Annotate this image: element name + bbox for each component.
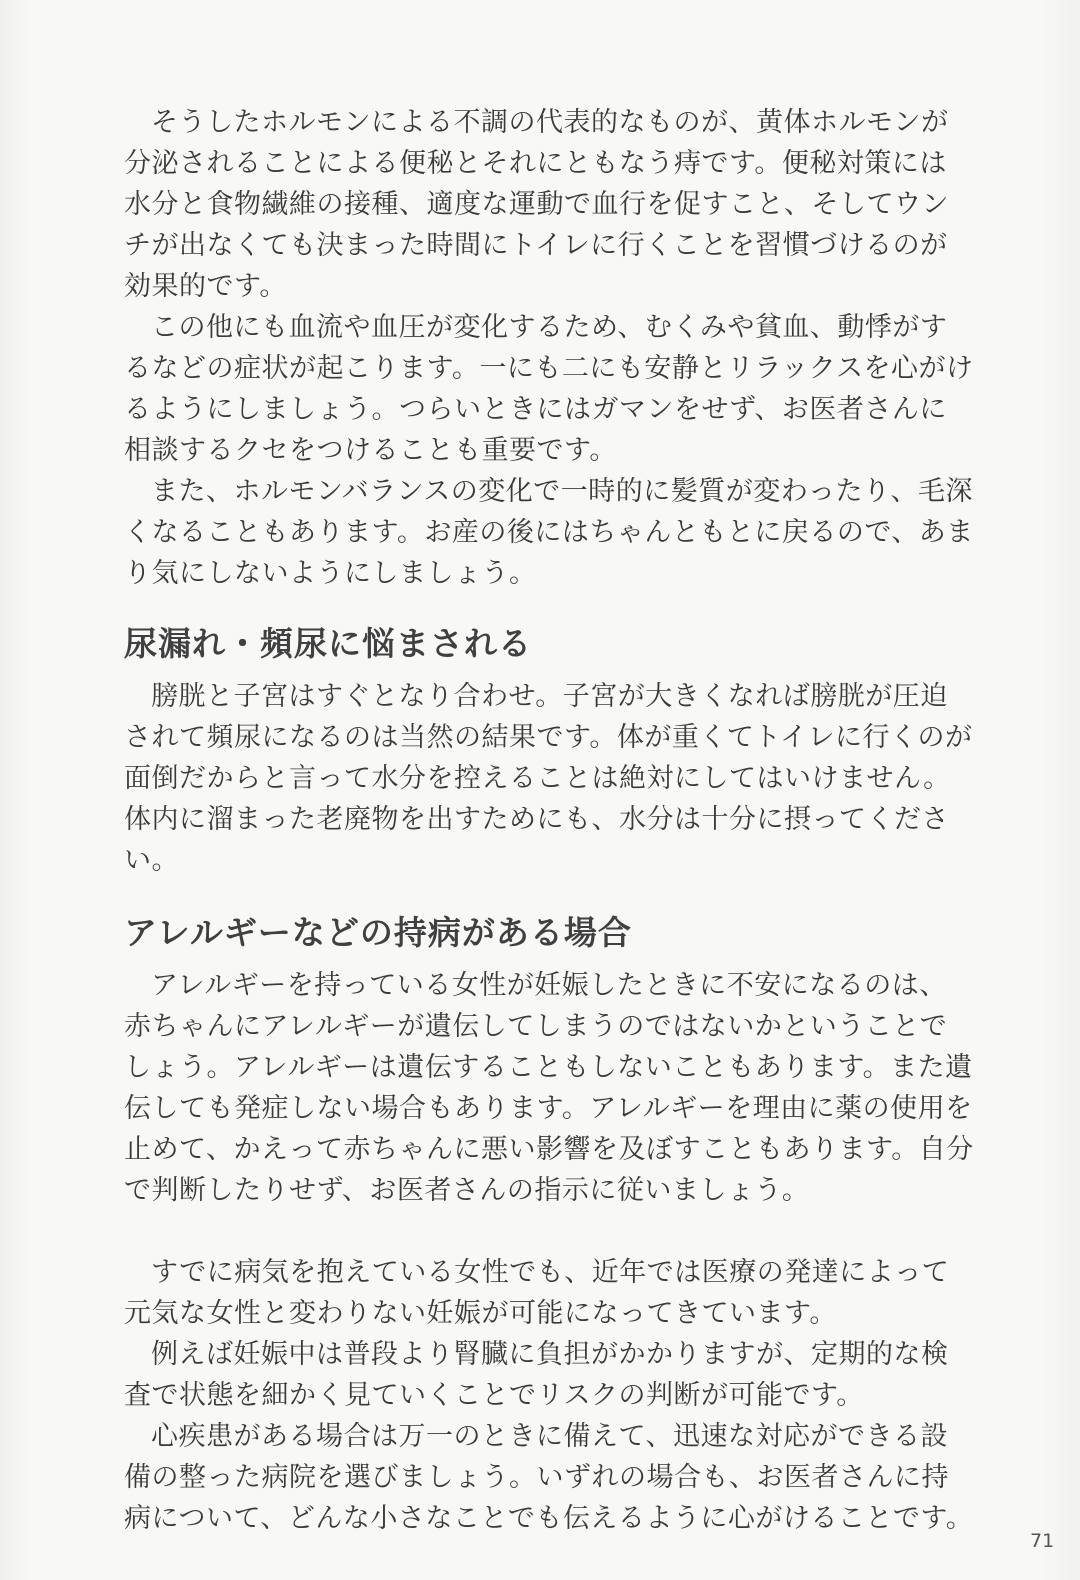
- paragraph-chronic-illness: すでに病気を抱えている女性でも、近年では医療の発達によって元気な女性と変わりない妊娠が可能になってきています。: [124, 1257, 950, 1329]
- paragraph-heart: 心疾患がある場合は万一のときに備えて、迅速な対応ができる設備の整った病院を選びましょう。いずれの場合も、お医者さんに持病について、どんな小さなことでも伝えるように心がけることです。: [124, 1421, 974, 1534]
- paragraph-constipation: そうしたホルモンによる不調の代表的なものが、黄体ホルモンが分泌されることによる便秘とそれにともなう痔です。便秘対策には水分と食物繊維の接種、適度な運動で血行を促すこと、そしてウンチが出なくても決まった時間にトイレに行くことを習慣づけるのが効果的です。: [124, 107, 949, 302]
- paragraph-allergy: アレルギーを持っている女性が妊娠したときに不安になるのは、赤ちゃんにアレルギーが遺伝してしまうのではないかということでしょう。アレルギーは遺伝することもしないこともあります。また遺伝しても発症しない場合もあります。アレルギーを理由に薬の使用を止めて、かえって赤ちゃんに悪い影響を及ぼすこともあります。自分で判断したりせず、お医者さんの指示に従いましょう。: [124, 970, 974, 1206]
- paragraph-kidney: 例えば妊娠中は普段より腎臓に負担がかかりますが、定期的な検査で状態を細かく見ていくことでリスクの判断が可能です。: [124, 1339, 949, 1411]
- section-heading-incontinence: 尿漏れ・頻尿に悩まされる: [124, 624, 532, 663]
- section-heading-allergy: アレルギーなどの持病がある場合: [124, 913, 632, 952]
- paragraph-gap: [124, 1211, 974, 1252]
- paragraph-bladder: 膀胱と子宮はすぐとなり合わせ。子宮が大きくなれば膀胱が圧迫されて頻尿になるのは当然の結果です。体が重くてトイレに行くのが面倒だからと言って水分を控えることは絶対にしてはいけません。体内に溜まった老廃物を出すためにも、水分は十分に摂ってください。: [124, 681, 973, 876]
- paragraph-hair: また、ホルモンバランスの変化で一時的に髪質が変わったり、毛深くなることもあります。お産の後にはちゃんともとに戻るので、あまり気にしないようにしましょう。: [124, 476, 974, 589]
- page-content: [124, 102, 974, 1539]
- paragraph-circulation: この他にも血流や血圧が変化するため、むくみや貧血、動悸がするなどの症状が起こります。一にも二にも安静とリラックスを心がけるようにしましょう。つらいときにはガマンをせず、お医者さんに相談するクセをつけることも重要です。: [124, 312, 974, 466]
- page-number: 71: [1030, 1530, 1055, 1552]
